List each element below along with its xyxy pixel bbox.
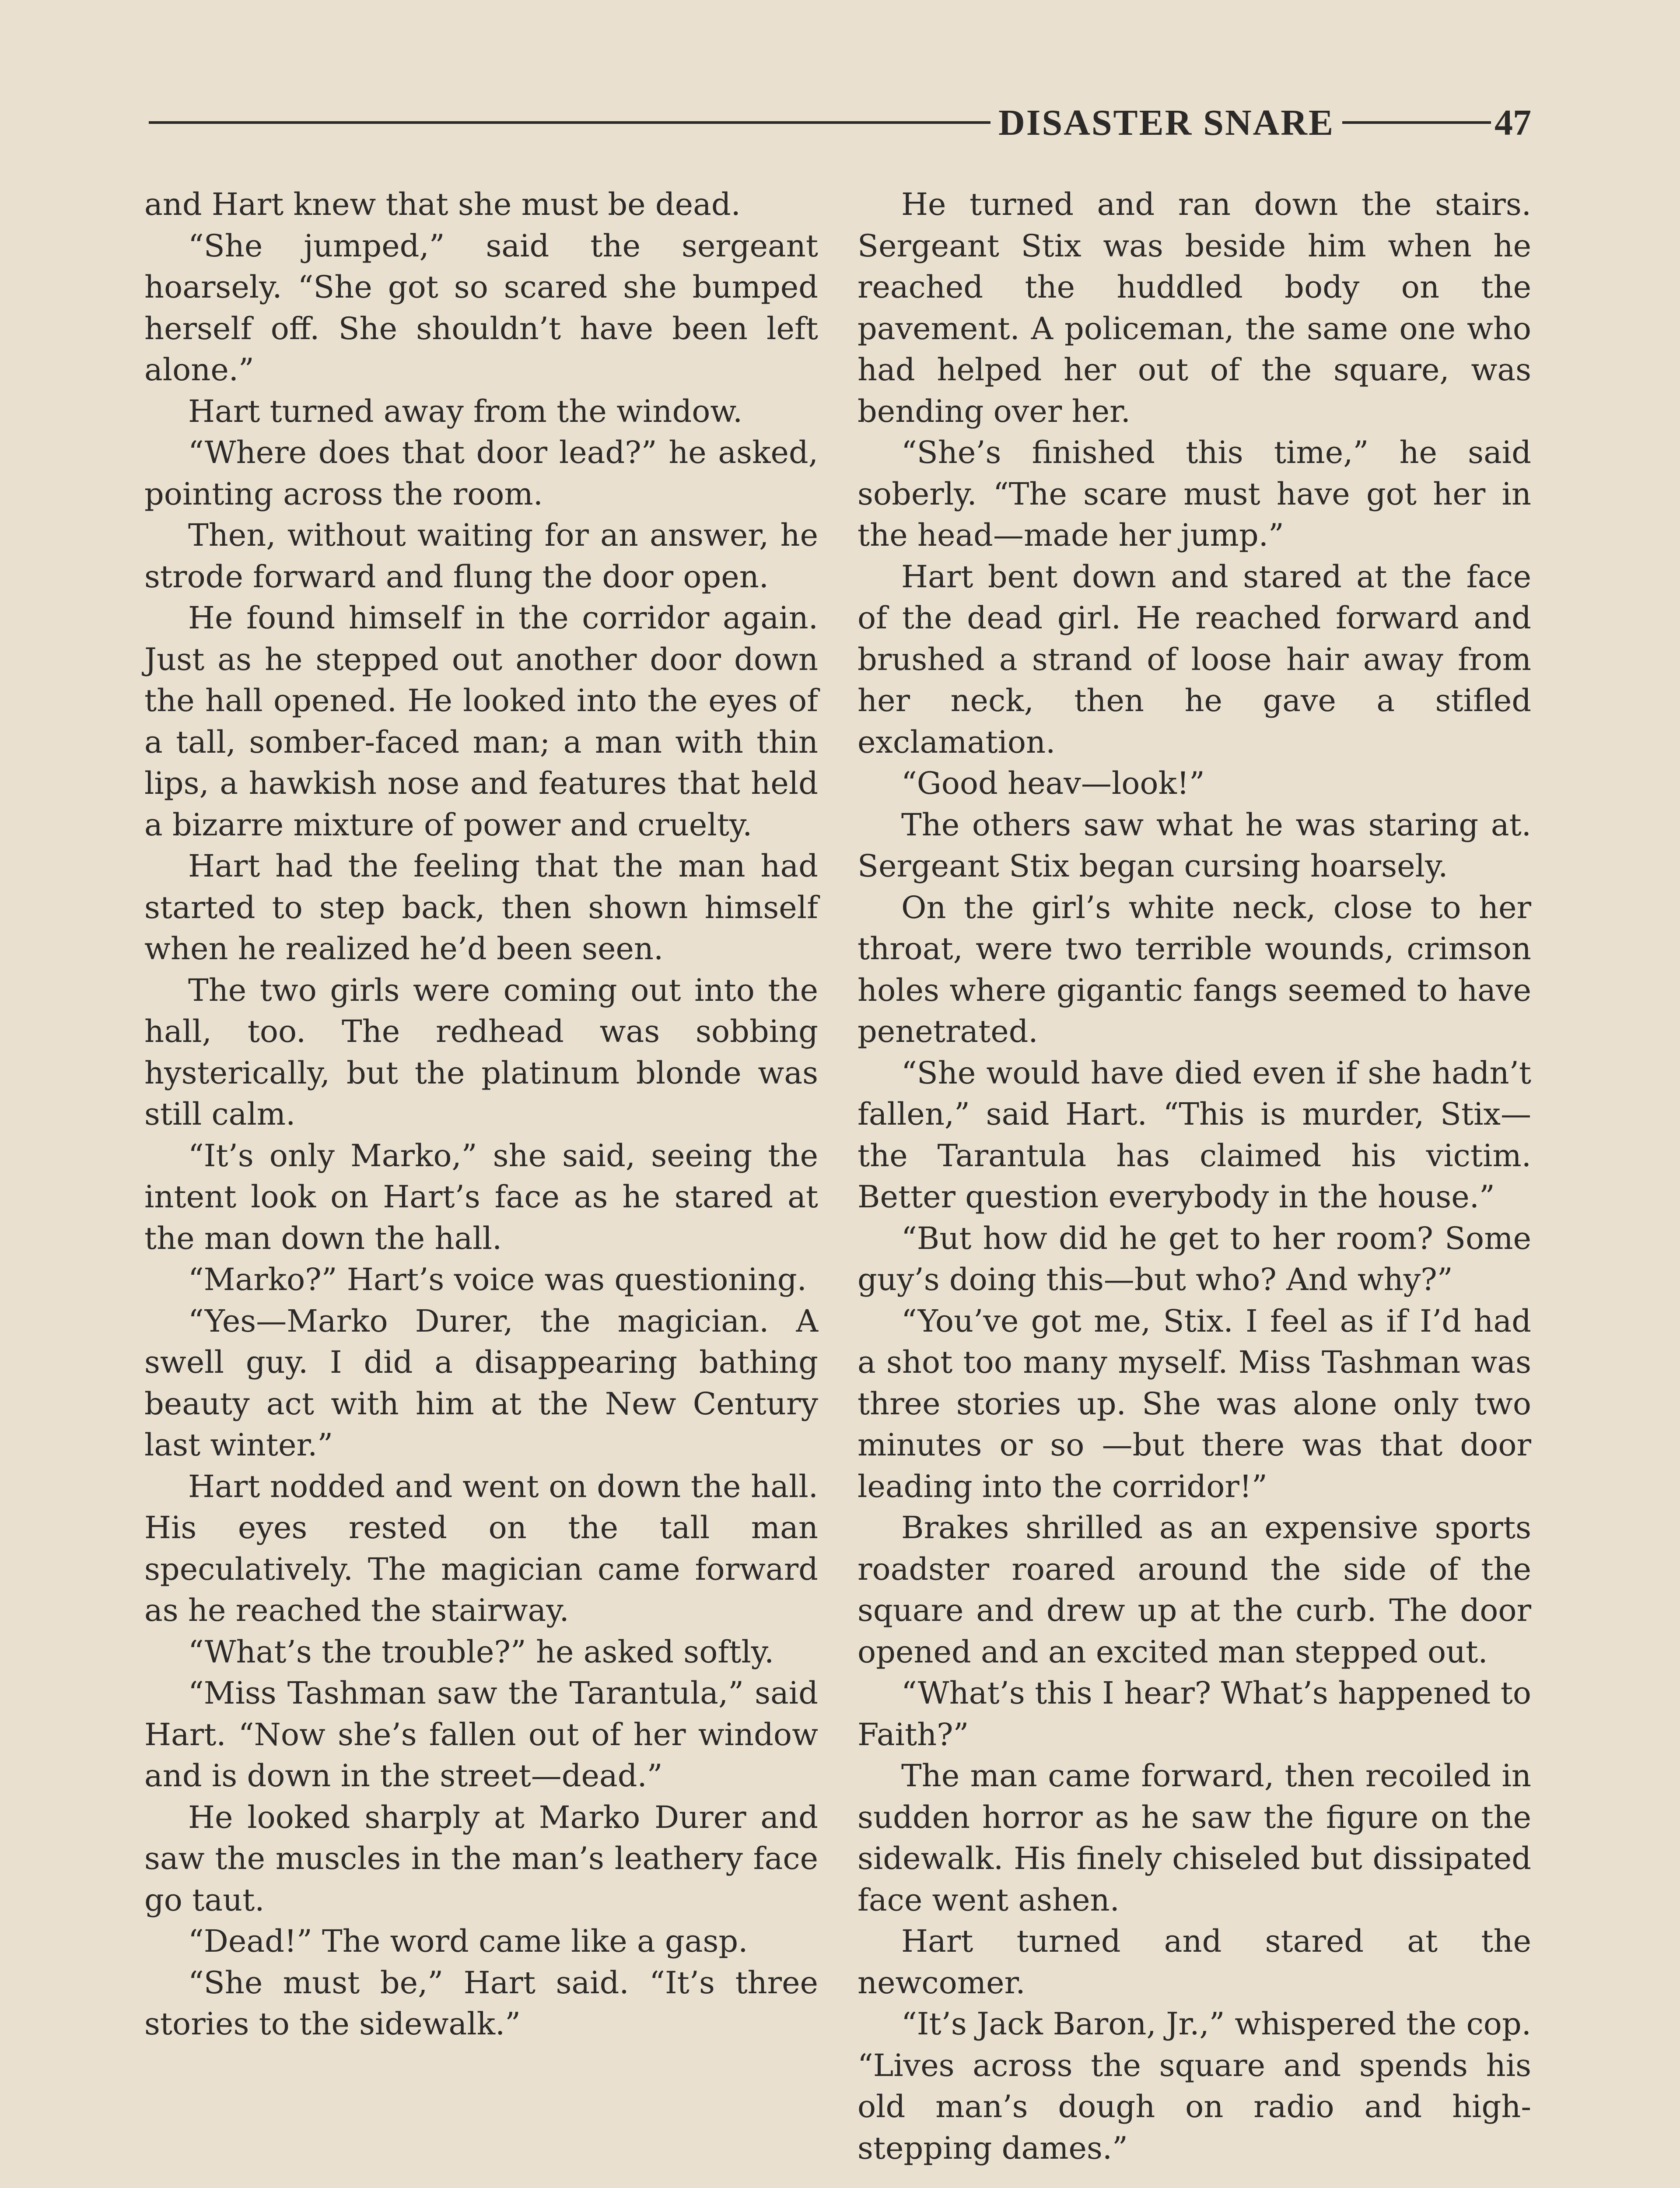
paragraph: He turned and ran down the stairs. Sergeant Stix was beside him when he reached the huddled body on the pavement. A policeman, the same one who had helped her out of the square, was bending over her. [858, 186, 1531, 429]
left-column [144, 184, 818, 2045]
paragraph: “What’s the trouble?” he asked softly. [188, 1634, 774, 1670]
paragraph: Hart turned away from the window. [188, 393, 743, 429]
paragraph: He looked sharply at Marko Durer and saw the muscles in the man’s leathery face go taut. [144, 1799, 818, 1918]
paragraph: “She would have died even if she hadn’t fallen,” said Hart. “This is murder, Stix—the Tarantula has claimed his victim. Better question everybody in the house.” [858, 1055, 1531, 1215]
paragraph: “It’s only Marko,” she said, seeing the intent look on Hart’s face as he stared at the man down the hall. [144, 1137, 818, 1256]
paragraph: and Hart knew that she must be dead. [144, 186, 741, 222]
paragraph: Brakes shrilled as an expensive sports roadster roared around the side of the square and drew up at the curb. The door opened and an excited man stepped out. [858, 1510, 1531, 1670]
paragraph: The two girls were coming out into the hall, too. The redhead was sobbing hysterically, but the platinum blonde was still calm. [144, 972, 818, 1132]
page-number: 47 [1494, 102, 1531, 143]
paragraph: “She must be,” Hart said. “It’s three stories to the sidewalk.” [144, 1964, 818, 2042]
paragraph: The others saw what he was staring at. Sergeant Stix began cursing hoarsely. [858, 806, 1531, 884]
paragraph: “It’s Jack Baron, Jr.,” whispered the cop. “Lives across the square and spends his old man’s dough on radio and high-stepping dames.” [858, 2006, 1531, 2166]
header-rule-left [149, 121, 990, 124]
paragraph: On the girl’s white neck, close to her throat, were two terrible wounds, crimson holes where gigantic fangs seemed to have penetrated. [858, 889, 1531, 1049]
paragraph: Hart bent down and stared at the face of the dead girl. He reached forward and brushed a strand of loose hair away from her neck, then he gave a stifled exclamation. [858, 558, 1531, 760]
paragraph: “Good heav—look!” [901, 765, 1205, 801]
paragraph: He found himself in the corridor again. Just as he stepped out another door down the hall opened. He looked into the eyes of a tall, somber-faced man; a man with thin lips, a hawkish nose and features that held a bizarre mixture of power and cruelty. [144, 600, 818, 843]
paragraph: “You’ve got me, Stix. I feel as if I’d had a shot too many myself. Miss Tashman was three stories up. She was alone only two minutes or so —but there was that door leading into the corridor!” [858, 1303, 1531, 1504]
paragraph: Hart turned and stared at the newcomer. [858, 1923, 1531, 2001]
header-rule-right [1342, 121, 1491, 124]
paragraph: “Where does that door lead?” he asked, pointing across the room. [144, 435, 818, 512]
paragraph: “But how did he get to her room? Some guy’s doing this—but who? And why?” [858, 1220, 1531, 1297]
paragraph: “Yes—Marko Durer, the magician. A swell guy. I did a disappearing bathing beauty act with him at the New Century last winter.” [144, 1303, 818, 1463]
paragraph: “What’s this I hear? What’s happened to Faith?” [858, 1675, 1531, 1753]
paragraph: The man came forward, then recoiled in sudden horror as he saw the figure on the sidewalk. His finely chiseled but dissipated face went ashen. [858, 1758, 1531, 1918]
paragraph: “Marko?” Hart’s voice was questioning. [188, 1262, 807, 1297]
paragraph: “Miss Tashman saw the Tarantula,” said Hart. “Now she’s fallen out of her window and is down in the street—dead.” [144, 1675, 818, 1794]
right-column [858, 184, 1531, 2169]
paragraph: “She jumped,” said the sergeant hoarsely. “She got so scared she bumped herself off. She shouldn’t have been left alone.” [144, 228, 818, 388]
paragraph: “She’s finished this time,” he said soberly. “The scare must have got her in the head—made her jump.” [858, 435, 1531, 553]
paragraph: Hart had the feeling that the man had started to step back, then shown himself when he realized he’d been seen. [144, 848, 818, 967]
story-title: DISASTER SNARE [998, 102, 1334, 143]
paragraph: Hart nodded and went on down the hall. His eyes rested on the tall man speculatively. The magician came forward as he reached the stairway. [144, 1468, 818, 1628]
running-header [149, 90, 1531, 155]
paragraph: Then, without waiting for an answer, he strode forward and flung the door open. [144, 517, 818, 595]
paragraph: “Dead!” The word came like a gasp. [188, 1923, 748, 1959]
